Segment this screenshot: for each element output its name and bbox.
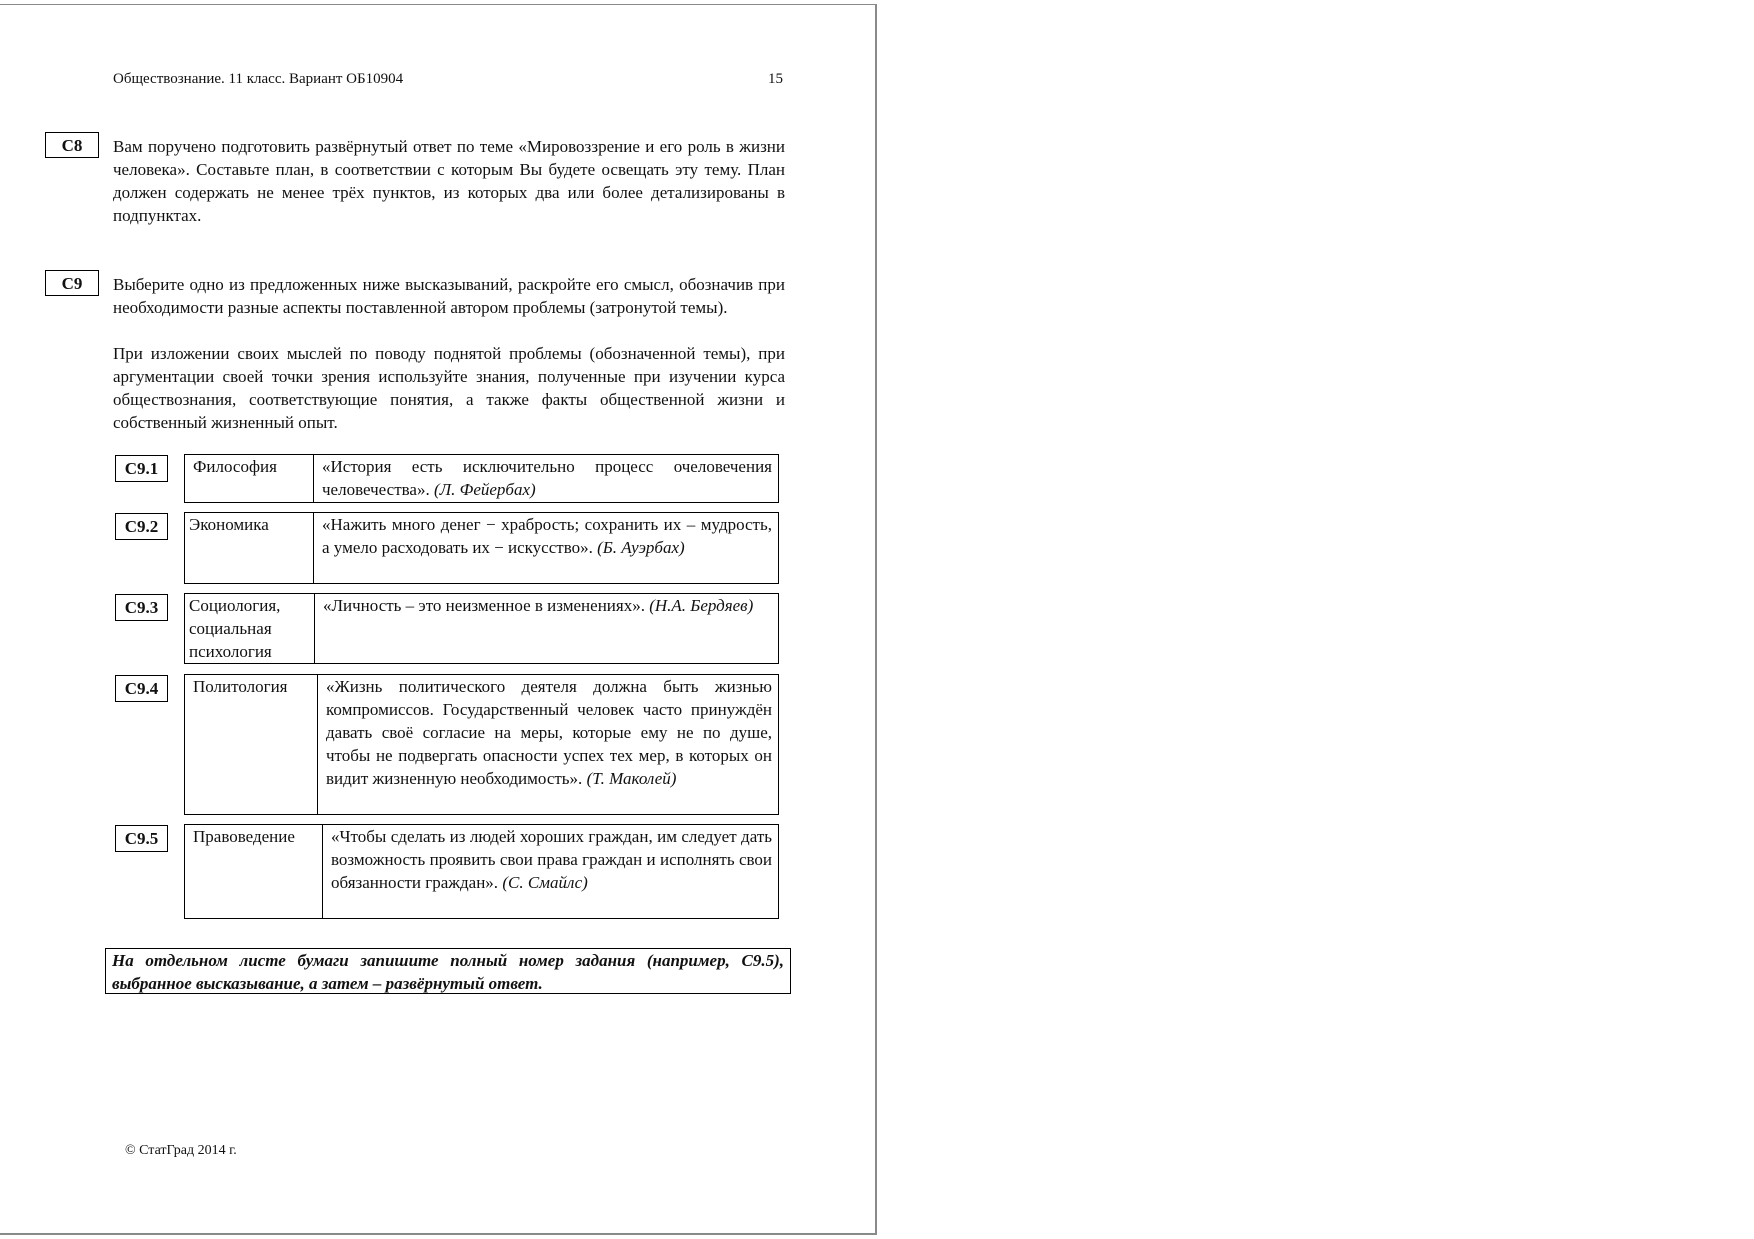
option-label-c9-5: С9.5	[115, 825, 168, 852]
quote-text: «Жизнь политического деятеля должна быть жизнью компромиссов. Государственный человек часто принуждён давать своё согласие на меры, которые ему не по душе, чтобы не подвергать опасности успех тех мер, в которых он видит жизненную необходимость».	[326, 677, 772, 788]
task-c8-text: Вам поручено подготовить развёрнутый ответ по теме «Мировоззрение и его роль в жизни человека». Составьте план, в соответствии с которым Вы будете освещать эту тему. План должен содержать не менее трёх пунктов, из которых два или более детализированы в подпунктах.	[113, 137, 785, 225]
option-subject: Политология	[185, 675, 318, 814]
option-c9-2	[184, 512, 779, 584]
option-quote	[314, 513, 778, 583]
document-page	[0, 4, 877, 1235]
footer-copyright: © СтатГрад 2014 г.	[125, 1143, 237, 1158]
option-label-c9-3: С9.3	[115, 594, 168, 621]
quote-text: «Личность – это неизменное в изменениях».	[323, 596, 645, 615]
task-c9-instructions: При изложении своих мыслей по поводу поднятой проблемы (обозначенной темы), при аргументации своей точки зрения используйте знания, полученные при изучении курса обществознания, соответствующие понятия, а также факты общественной жизни и собственный жизненный опыт.	[113, 344, 785, 432]
option-quote	[318, 675, 778, 814]
option-subject: Философия	[185, 455, 314, 502]
option-quote	[314, 455, 778, 502]
quote-author: (С. Смайлс)	[502, 873, 588, 892]
quote-text: «Чтобы сделать из людей хороших граждан, им следует дать возможность проявить свои права граждан и исполнять свои обязанности граждан».	[331, 827, 772, 892]
quote-author: (Н.А. Бердяев)	[649, 596, 754, 615]
option-quote	[323, 825, 778, 918]
quote-text: «История есть исключительно процесс очеловечения человечества».	[322, 457, 772, 499]
header-title: Обществознание. 11 класс. Вариант ОБ10904	[113, 71, 404, 87]
option-c9-1	[184, 454, 779, 503]
option-quote	[315, 594, 778, 663]
page-number: 15	[768, 71, 783, 87]
quote-text: «Нажить много денег − храбрость; сохранить их – мудрость, а умело расходовать их − искусство».	[322, 515, 772, 557]
quote-author: (Л. Фейербах)	[433, 480, 536, 499]
task-label-c9: С9	[45, 270, 99, 296]
quote-author: (Т. Маколей)	[586, 769, 677, 788]
task-c9-intro: Выберите одно из предложенных ниже высказываний, раскройте его смысл, обозначив при необходимости разные аспекты поставленной автором проблемы (затронутой темы).	[113, 275, 785, 317]
option-c9-3	[184, 593, 779, 664]
option-c9-5	[184, 824, 779, 919]
option-subject: Экономика	[185, 513, 314, 583]
quote-author: (Б. Ауэрбах)	[597, 538, 685, 557]
option-c9-4	[184, 674, 779, 815]
option-label-c9-2: С9.2	[115, 513, 168, 540]
option-subject: Правоведение	[185, 825, 323, 918]
task-label-c8: С8	[45, 132, 99, 158]
option-subject: Социология, социальная психология	[185, 594, 315, 663]
answer-instruction-note: На отдельном листе бумаги запишите полный номер задания (например, С9.5), выбранное высказывание, а затем – развёрнутый ответ.	[105, 948, 791, 994]
option-label-c9-4: С9.4	[115, 675, 168, 702]
option-label-c9-1: С9.1	[115, 455, 168, 482]
